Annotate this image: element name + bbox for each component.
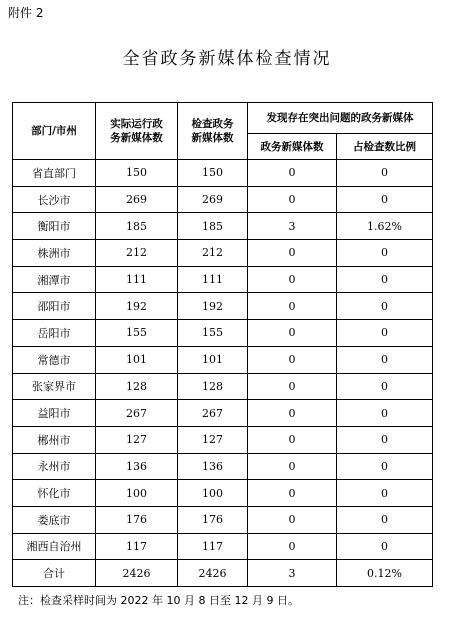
cell-checked-count: 136 [178,453,248,480]
cell-dept-city: 株洲市 [13,240,96,267]
cell-dept-city: 省直部门 [13,160,96,187]
table-row [13,480,433,507]
header-running-count [96,103,178,160]
cell-dept-city: 常德市 [13,346,96,373]
cell-issue-ratio: 0 [337,320,433,347]
header-issue-count: 政务新媒体数 [248,134,337,160]
cell-dept-city: 长沙市 [13,186,96,213]
cell-checked-count: 111 [178,266,248,293]
table-row [13,266,433,293]
header-checked-line2: 新媒体数 [191,132,234,144]
table-row [13,426,433,453]
table-row [13,346,433,373]
cell-checked-count: 185 [178,213,248,240]
cell-checked-count: 267 [178,400,248,427]
cell-dept-city: 湘潭市 [13,266,96,293]
header-dept-city: 部门/市州 [13,103,96,160]
cell-running-count: 117 [96,533,178,560]
cell-checked-count: 212 [178,240,248,267]
header-issue-group: 发现存在突出问题的政务新媒体 [248,103,433,134]
cell-issue-count: 0 [248,400,337,427]
cell-checked-count: 150 [178,160,248,187]
table-row [13,533,433,560]
table-row [13,560,433,587]
cell-issue-count: 0 [248,426,337,453]
cell-issue-ratio: 0 [337,533,433,560]
cell-checked-count: 192 [178,293,248,320]
cell-issue-count: 0 [248,160,337,187]
cell-issue-ratio: 0 [337,480,433,507]
table-row [13,186,433,213]
cell-dept-city: 张家界市 [13,373,96,400]
table-row [13,160,433,187]
cell-checked-count: 101 [178,346,248,373]
cell-running-count: 100 [96,480,178,507]
cell-issue-ratio: 0 [337,426,433,453]
cell-issue-count: 0 [248,480,337,507]
cell-dept-city: 邵阳市 [13,293,96,320]
cell-issue-count: 0 [248,320,337,347]
cell-issue-ratio: 0 [337,293,433,320]
cell-issue-ratio: 0 [337,400,433,427]
attachment-label: 附件 2 [8,6,44,20]
cell-running-count: 127 [96,426,178,453]
cell-checked-count: 128 [178,373,248,400]
header-running-line2: 务新媒体数 [110,132,163,144]
table-row [13,293,433,320]
cell-dept-city: 永州市 [13,453,96,480]
cell-running-count: 101 [96,346,178,373]
cell-issue-count: 0 [248,240,337,267]
table-body [13,160,433,587]
cell-checked-count: 269 [178,186,248,213]
cell-issue-count: 0 [248,373,337,400]
cell-dept-city: 益阳市 [13,400,96,427]
cell-dept-city: 郴州市 [13,426,96,453]
header-checked-count [178,103,248,160]
header-checked-line1: 检查政务 [191,118,234,130]
table-row [13,400,433,427]
page-title: 全省政务新媒体检查情况 [122,49,332,69]
cell-issue-ratio: 0 [337,160,433,187]
table-row [13,373,433,400]
table-row [13,453,433,480]
cell-issue-ratio: 0 [337,266,433,293]
cell-checked-count: 117 [178,533,248,560]
cell-running-count: 269 [96,186,178,213]
cell-dept-city: 湘西自治州 [13,533,96,560]
cell-running-count: 192 [96,293,178,320]
cell-checked-count: 127 [178,426,248,453]
cell-dept-city: 娄底市 [13,506,96,533]
table-header-row [13,103,433,134]
cell-running-count: 150 [96,160,178,187]
cell-issue-ratio: 0 [337,346,433,373]
cell-issue-count: 3 [248,213,337,240]
cell-issue-count: 0 [248,506,337,533]
table-row [13,240,433,267]
cell-issue-ratio: 0 [337,373,433,400]
cell-issue-ratio: 0 [337,453,433,480]
cell-running-count: 111 [96,266,178,293]
cell-dept-city: 岳阳市 [13,320,96,347]
cell-running-count: 176 [96,506,178,533]
cell-issue-count: 3 [248,560,337,587]
cell-checked-count: 100 [178,480,248,507]
table-row [13,320,433,347]
inspection-table [12,102,433,587]
cell-dept-city: 衡阳市 [13,213,96,240]
cell-running-count: 2426 [96,560,178,587]
cell-dept-city: 合计 [13,560,96,587]
cell-running-count: 212 [96,240,178,267]
cell-running-count: 136 [96,453,178,480]
cell-running-count: 185 [96,213,178,240]
cell-issue-ratio: 0 [337,506,433,533]
footnote: 注：检查采样时间为 2022 年 10 月 8 日至 12 月 9 日。 [18,594,299,607]
cell-checked-count: 176 [178,506,248,533]
table-row [13,213,433,240]
cell-issue-count: 0 [248,346,337,373]
cell-issue-ratio: 0 [337,186,433,213]
header-running-line1: 实际运行政 [110,118,163,130]
cell-issue-count: 0 [248,453,337,480]
cell-issue-ratio: 1.62% [337,213,433,240]
header-issue-ratio: 占检查数比例 [337,134,433,160]
cell-issue-ratio: 0.12% [337,560,433,587]
cell-issue-count: 0 [248,186,337,213]
cell-issue-count: 0 [248,266,337,293]
cell-issue-count: 0 [248,293,337,320]
cell-running-count: 128 [96,373,178,400]
table-row [13,506,433,533]
cell-issue-count: 0 [248,533,337,560]
cell-running-count: 267 [96,400,178,427]
cell-issue-ratio: 0 [337,240,433,267]
cell-checked-count: 2426 [178,560,248,587]
cell-dept-city: 怀化市 [13,480,96,507]
cell-checked-count: 155 [178,320,248,347]
cell-running-count: 155 [96,320,178,347]
